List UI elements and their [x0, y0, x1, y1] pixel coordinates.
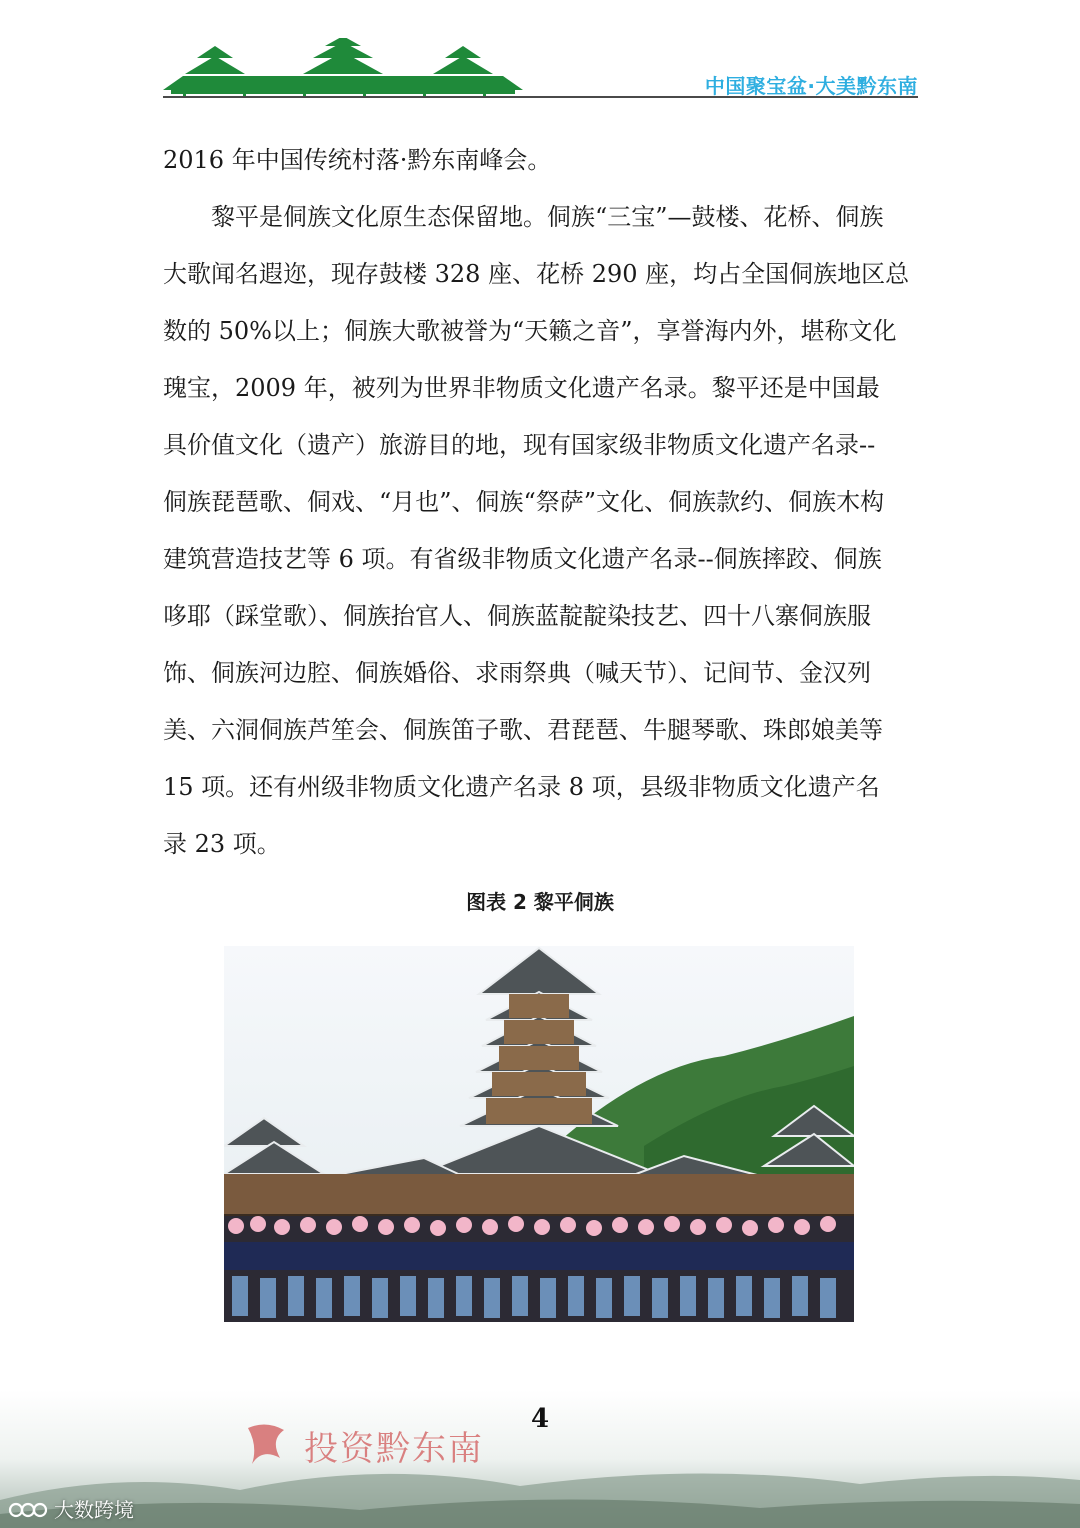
text-line-content: 侗族琵琶歌、侗戏、“月也”、侗族“祭萨”文化、侗族款约、侗族木构 — [163, 488, 885, 516]
brand-icon — [8, 1498, 48, 1520]
watermark-text: 大数跨境 — [54, 1498, 134, 1522]
text-line — [163, 816, 918, 873]
text-line-content: 瑰宝，2009 年，被列为世界非物质文化遗产名录。黎平还是中国最 — [163, 374, 880, 402]
text-line — [163, 417, 918, 474]
text-line-content: 哆耶（踩堂歌）、侗族抬官人、侗族蓝靛靛染技艺、四十八寨侗族服 — [163, 602, 871, 630]
text-line — [163, 132, 918, 189]
text-line — [163, 588, 918, 645]
text-line-content: 15 项。还有州级非物质文化遗产名录 8 项，县级非物质文化遗产名 — [163, 773, 880, 801]
footer-logo-text: 投资黔东南 — [304, 1428, 484, 1469]
text-line-content: 大歌闻名遐迩，现存鼓楼 328 座、花桥 290 座，均占全国侗族地区总 — [163, 260, 910, 288]
text-line — [163, 702, 918, 759]
text-line-content: 录 23 项。 — [163, 830, 281, 858]
watermark — [8, 1494, 134, 1523]
text-line — [163, 759, 918, 816]
text-line-content: 具价值文化（遗产）旅游目的地，现有国家级非物质文化遗产名录-- — [163, 431, 876, 459]
page-number: 4 — [530, 1404, 550, 1434]
page-header — [163, 30, 918, 102]
text-line — [163, 645, 918, 702]
text-line-content: 饰、侗族河边腔、侗族婚俗、求雨祭典（喊天节）、记间节、金汉列 — [163, 659, 871, 687]
figure-caption: 图表 2 黎平侗族 — [466, 890, 614, 914]
calligraphy-seal-icon — [240, 1418, 294, 1472]
header-title: 中国聚宝盆·大美黔东南 — [704, 74, 918, 98]
drum-tower-banner-icon — [163, 38, 523, 98]
text-line — [163, 246, 918, 303]
text-line — [163, 189, 918, 246]
drum-tower-photo — [224, 946, 854, 1322]
text-line-content: 黎平是侗族文化原生态保留地。侗族“三宝”—鼓楼、花桥、侗族 — [211, 203, 884, 231]
text-line-content: 数的 50%以上；侗族大歌被誉为“天籁之音”，享誉海内外，堪称文化 — [163, 317, 897, 345]
text-line — [163, 474, 918, 531]
text-line — [163, 360, 918, 417]
text-line — [163, 303, 918, 360]
text-line-content: 建筑营造技艺等 6 项。有省级非物质文化遗产名录--侗族摔跤、侗族 — [163, 545, 882, 573]
text-line-content: 美、六洞侗族芦笙会、侗族笛子歌、君琵琶、牛腿琴歌、珠郎娘美等 — [163, 716, 883, 744]
header-divider — [163, 96, 918, 98]
body-paragraph — [163, 132, 918, 873]
text-line-content: 2016 年中国传统村落·黔东南峰会。 — [163, 146, 552, 174]
footer-logo — [240, 1418, 484, 1472]
text-line — [163, 531, 918, 588]
